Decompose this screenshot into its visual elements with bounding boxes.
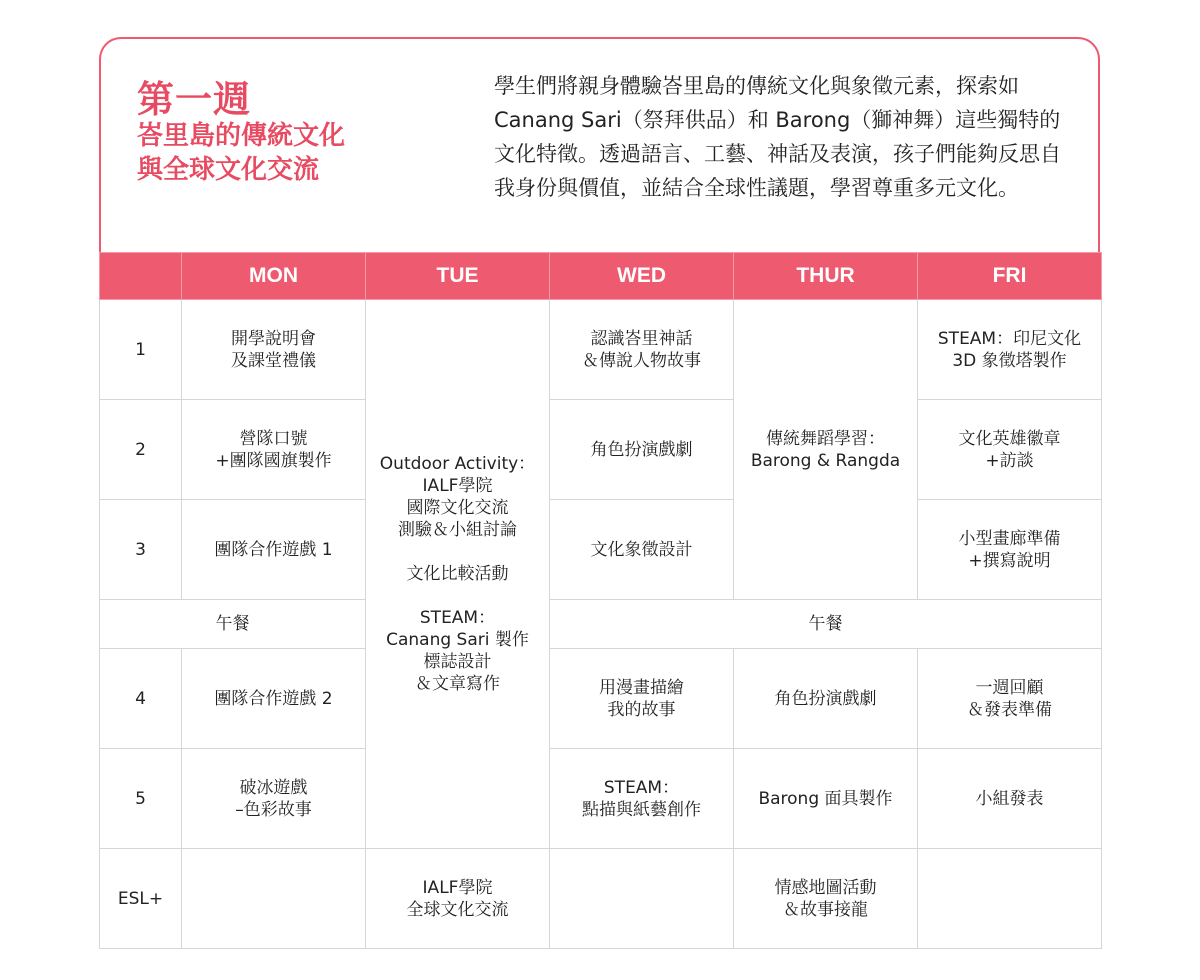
- lunch-cell-mon: 午餐: [100, 600, 366, 649]
- week-description: 學生們將親身體驗峇里島的傳統文化與象徵元素，探索如 Canang Sari（祭拜供品）和 Barong（獅神舞）這些獨特的文化特徵。透過語言、工藝、神話及表演，孩子們能夠反思自我身份與價值，並結合全球性議題，學習尊重多元文化。: [494, 74, 1061, 200]
- schedule-cell-thur-esl: 情感地圖活動 ＆故事接龍: [734, 849, 918, 949]
- schedule-cell-fri-3: 小型畫廊準備 +撰寫說明: [918, 500, 1102, 600]
- schedule-cell-mon-3: 團隊合作遊戲 1: [182, 500, 366, 600]
- schedule-cell-fri-4: 一週回顧 ＆發表準備: [918, 649, 1102, 749]
- week-subtitle: 峇里島的傳統文化 與全球文化交流: [137, 121, 346, 185]
- period-label: 2: [100, 400, 182, 500]
- schedule-cell-wed-4: 用漫畫描繪 我的故事: [550, 649, 734, 749]
- schedule-cell-fri-esl: [918, 849, 1102, 949]
- schedule-cell-mon-1: 開學說明會 及課堂禮儀: [182, 300, 366, 400]
- period-header-blank: [100, 253, 182, 300]
- schedule-cell-wed-5: STEAM： 點描與紙藝創作: [550, 749, 734, 849]
- schedule-cell-tue-esl: IALF學院 全球文化交流: [366, 849, 550, 949]
- schedule-cell-wed-1: 認識峇里神話 ＆傳說人物故事: [550, 300, 734, 400]
- period-row-5: [100, 749, 1102, 849]
- schedule-cell-fri-5: 小組發表: [918, 749, 1102, 849]
- day-header-row: [100, 253, 1102, 300]
- day-header-tue: TUE: [366, 253, 550, 300]
- period-row-4: [100, 649, 1102, 749]
- schedule-cell-fri-1: STEAM：印尼文化 3D 象徵塔製作: [918, 300, 1102, 400]
- schedule-cell-mon-4: 團隊合作遊戲 2: [182, 649, 366, 749]
- schedule-cell-mon-5: 破冰遊戲 –色彩故事: [182, 749, 366, 849]
- day-header-thur: THUR: [734, 253, 918, 300]
- schedule-cell-wed-3: 文化象徵設計: [550, 500, 734, 600]
- schedule-cell-fri-2: 文化英雄徽章 +訪談: [918, 400, 1102, 500]
- schedule-cell-wed-2: 角色扮演戲劇: [550, 400, 734, 500]
- day-header-wed: WED: [550, 253, 734, 300]
- period-row-1: [100, 300, 1102, 400]
- week-title: 第一週: [137, 78, 251, 121]
- esl-row: [100, 849, 1102, 949]
- schedule-cell-tue-block: Outdoor Activity： IALF學院 國際文化交流 測驗＆小組討論 文化比較活動 STEAM： Canang Sari 製作 標誌設計 ＆文章寫作: [366, 300, 550, 849]
- period-label: 3: [100, 500, 182, 600]
- weekly-schedule-table: [99, 252, 1102, 949]
- day-header-mon: MON: [182, 253, 366, 300]
- schedule-cell-mon-2: 營隊口號 +團隊國旗製作: [182, 400, 366, 500]
- day-header-fri: FRI: [918, 253, 1102, 300]
- period-label: 1: [100, 300, 182, 400]
- lunch-cell-wed-fri: 午餐: [550, 600, 1102, 649]
- schedule-cell-thur-block: 傳統舞蹈學習： Barong & Rangda: [734, 300, 918, 600]
- schedule-cell-thur-5: Barong 面具製作: [734, 749, 918, 849]
- period-label: 4: [100, 649, 182, 749]
- period-row-2: [100, 400, 1102, 500]
- period-label: 5: [100, 749, 182, 849]
- lunch-row: [100, 600, 1102, 649]
- schedule-cell-wed-esl: [550, 849, 734, 949]
- period-row-3: [100, 500, 1102, 600]
- schedule-cell-mon-esl: [182, 849, 366, 949]
- schedule-cell-thur-4: 角色扮演戲劇: [734, 649, 918, 749]
- period-label-esl: ESL+: [100, 849, 182, 949]
